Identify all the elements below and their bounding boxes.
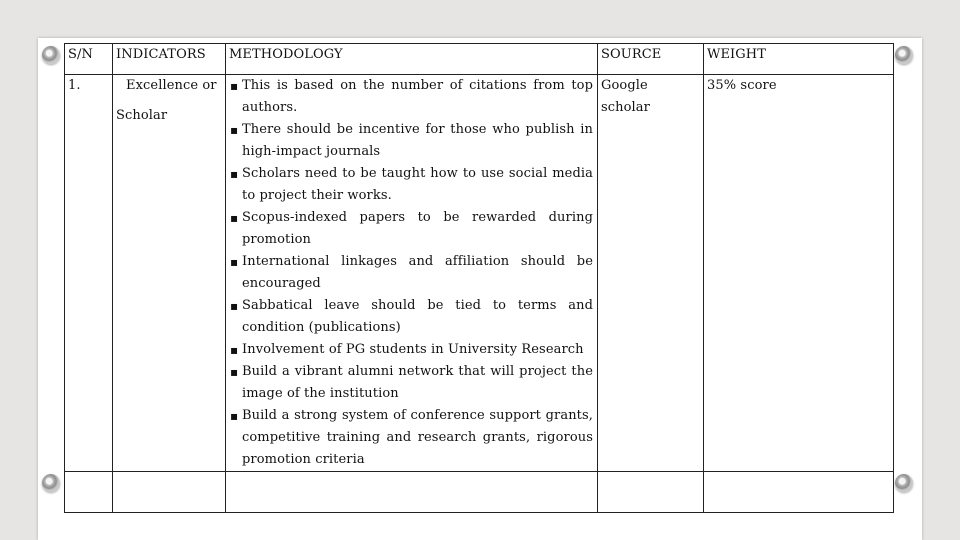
- indicators-table: [64, 43, 894, 513]
- indicator-line: Excellence or: [126, 78, 217, 93]
- cell-sn: 1.: [65, 75, 113, 472]
- cell-empty: [65, 472, 113, 513]
- cell-empty: [113, 472, 226, 513]
- header-weight: WEIGHT: [704, 44, 894, 75]
- list-item: ▪ There should be incentive for those who publish in high-impact journals: [229, 119, 593, 163]
- header-sn: S/N: [65, 44, 113, 75]
- header-methodology: METHODOLOGY: [226, 44, 598, 75]
- cell-empty: [226, 472, 598, 513]
- cell-indicator: [113, 75, 226, 472]
- pin-icon: [42, 474, 60, 492]
- methodology-list: [229, 75, 594, 471]
- indicator-line: Scholar: [116, 108, 168, 123]
- cell-weight: 35% score: [704, 75, 894, 472]
- list-item: ▪ Build a strong system of conference support grants, competitive training and research grants, rigorous promotion criteria: [229, 405, 593, 471]
- cell-empty: [704, 472, 894, 513]
- list-item: ▪ This is based on the number of citations from top authors.: [229, 75, 593, 119]
- list-item: ▪ Scholars need to be taught how to use social media to project their works.: [229, 163, 593, 207]
- cell-empty: [598, 472, 704, 513]
- pin-icon: [895, 46, 913, 64]
- list-item: ▪ Sabbatical leave should be tied to terms and condition (publications): [229, 295, 593, 339]
- pin-icon: [42, 46, 60, 64]
- header-indicators: INDICATORS: [113, 44, 226, 75]
- cell-methodology: [226, 75, 598, 472]
- cell-source: Google scholar: [598, 75, 704, 472]
- table-row: [65, 75, 894, 472]
- list-item: ▪ International linkages and affiliation should be encouraged: [229, 251, 593, 295]
- list-item: ▪ Scopus-indexed papers to be rewarded during promotion: [229, 207, 593, 251]
- pin-icon: [895, 474, 913, 492]
- list-item: ▪ Build a vibrant alumni network that will project the image of the institution: [229, 361, 593, 405]
- list-item: ▪ Involvement of PG students in University Research: [229, 339, 593, 361]
- table-row-empty: [65, 472, 894, 513]
- header-source: SOURCE: [598, 44, 704, 75]
- table-header-row: [65, 44, 894, 75]
